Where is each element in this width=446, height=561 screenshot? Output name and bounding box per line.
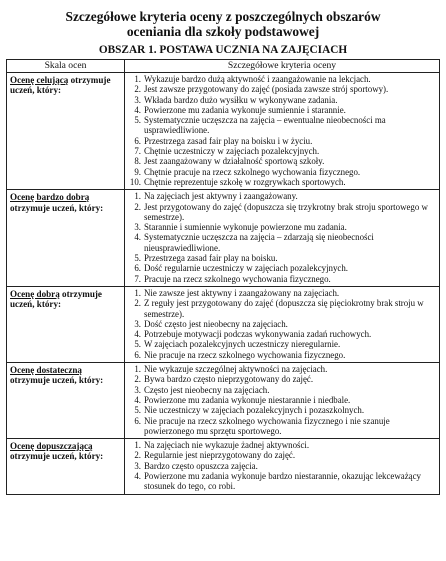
criteria-number: 2. bbox=[134, 84, 141, 95]
criteria-number: 10. bbox=[129, 176, 141, 187]
criteria-text: Przestrzega zasad fair play na boisku i w życiu. bbox=[144, 135, 313, 146]
criteria-number: 7. bbox=[134, 146, 141, 157]
table-row bbox=[7, 73, 440, 190]
criteria-number: 3. bbox=[134, 94, 141, 105]
criteria-item bbox=[128, 364, 436, 374]
criteria-text: Starannie i sumiennie wykonuje powierzone mu zadania. bbox=[144, 222, 347, 233]
criteria-text: Powierzone mu zadania wykonuje bardzo niestarannie, okazując lekceważący stosunek do tego, co robi. bbox=[144, 470, 421, 492]
grade-cell bbox=[7, 439, 125, 494]
section-title: OBSZAR 1. POSTAWA UCZNIA NA ZAJĘCIACH bbox=[98, 44, 348, 56]
criteria-item bbox=[128, 395, 436, 405]
criteria-text: Przestrzega zasad fair play na boisku. bbox=[144, 253, 278, 264]
criteria-text: Chętnie pracuje na rzecz szkolnego wychowania fizycznego. bbox=[144, 166, 361, 177]
title-line-1: Szczegółowe kryteria oceny z poszczególnych obszarów bbox=[65, 9, 381, 24]
criteria-list bbox=[128, 74, 436, 187]
criteria-list bbox=[128, 440, 436, 491]
criteria-text: Na zajęciach jest aktywny i zaangażowany. bbox=[144, 191, 298, 202]
grade-name: Ocenę dostateczną bbox=[10, 365, 82, 376]
criteria-text: Bywa bardzo często nieprzygotowany do zajęć. bbox=[144, 374, 314, 385]
criteria-item bbox=[128, 440, 436, 450]
table-row bbox=[7, 190, 440, 287]
grade-suffix: otrzymuje uczeń, który: bbox=[10, 288, 102, 310]
criteria-text: Nie uczestniczy w zajęciach pozalekcyjnych i pozaszkolnych. bbox=[144, 405, 365, 416]
criteria-item bbox=[128, 191, 436, 201]
criteria-item bbox=[128, 461, 436, 471]
criteria-number: 2. bbox=[134, 374, 141, 385]
criteria-number: 8. bbox=[134, 156, 141, 167]
criteria-number: 2. bbox=[134, 201, 141, 212]
criteria-number: 2. bbox=[134, 450, 141, 461]
criteria-text: Bardzo często opuszcza zajęcia. bbox=[144, 460, 258, 471]
criteria-item bbox=[128, 84, 436, 94]
criteria-text: W zajęciach pozalekcyjnych uczestniczy nieregularnie. bbox=[144, 339, 341, 350]
grade-name: Ocenę celującą bbox=[10, 75, 69, 85]
criteria-text: Jest zaangażowany w działalność sportową szkoły. bbox=[144, 156, 325, 167]
criteria-text: Powierzone mu zadania wykonuje niestarannie i niedbale. bbox=[144, 394, 351, 405]
document-title bbox=[0, 0, 446, 39]
criteria-text: Systematycznie uczęszcza na zajęcia – ewentualne nieobecności ma usprawiedliwione. bbox=[144, 115, 386, 136]
criteria-number: 4. bbox=[134, 329, 141, 340]
criteria-number: 6. bbox=[134, 135, 141, 146]
criteria-text: Chętnie reprezentuje szkołę w rozgrywkach sportowych. bbox=[144, 176, 346, 187]
criteria-number: 3. bbox=[134, 222, 141, 233]
criteria-item bbox=[128, 74, 436, 84]
criteria-number: 5. bbox=[134, 253, 141, 264]
criteria-number: 1. bbox=[134, 191, 141, 202]
criteria-item bbox=[128, 288, 436, 298]
criteria-item bbox=[128, 450, 436, 460]
criteria-table bbox=[6, 59, 440, 495]
criteria-list bbox=[128, 364, 436, 436]
criteria-number: 1. bbox=[134, 440, 141, 451]
grade-cell bbox=[7, 73, 125, 190]
criteria-text: Nie wykazuje szczególnej aktywności na zajęciach. bbox=[144, 364, 328, 375]
criteria-number: 3. bbox=[134, 318, 141, 329]
grade-cell bbox=[7, 190, 125, 287]
criteria-text: Wkłada bardzo dużo wysiłku w wykonywane zadania. bbox=[144, 94, 338, 105]
criteria-item bbox=[128, 385, 436, 395]
criteria-item bbox=[128, 202, 436, 223]
criteria-item bbox=[128, 222, 436, 232]
criteria-item bbox=[128, 319, 436, 329]
column-header-criteria: Szczegółowe kryteria oceny bbox=[125, 60, 440, 73]
criteria-number: 5. bbox=[134, 405, 141, 416]
criteria-text: Potrzebuje motywacji podczas wykonywania zadań ruchowych. bbox=[144, 329, 372, 340]
criteria-number: 6. bbox=[134, 263, 141, 274]
criteria-number: 4. bbox=[134, 470, 141, 481]
criteria-number: 9. bbox=[134, 166, 141, 177]
criteria-text: Jest zawsze przygotowany do zajęć (posiada zawsze strój sportowy). bbox=[144, 84, 389, 95]
criteria-text: Często jest nieobecny na zajęciach. bbox=[144, 384, 270, 395]
table-row bbox=[7, 286, 440, 362]
criteria-cell bbox=[125, 73, 440, 190]
criteria-number: 2. bbox=[134, 298, 141, 309]
criteria-number: 5. bbox=[134, 339, 141, 350]
criteria-number: 4. bbox=[134, 104, 141, 115]
table-row bbox=[7, 363, 440, 439]
grade-cell bbox=[7, 363, 125, 439]
criteria-text: Na zajęciach nie wykazuje żadnej aktywności. bbox=[144, 440, 310, 451]
criteria-text: Regularnie jest nieprzygotowany do zajęć. bbox=[144, 450, 296, 461]
criteria-item bbox=[128, 263, 436, 273]
criteria-item bbox=[128, 274, 436, 284]
criteria-text: Nie zawsze jest aktywny i zaangażowany na zajęciach. bbox=[144, 287, 340, 298]
criteria-item bbox=[128, 374, 436, 384]
criteria-number: 6. bbox=[134, 349, 141, 360]
criteria-text: Powierzone mu zadania wykonuje sumiennie i starannie. bbox=[144, 104, 346, 115]
criteria-item bbox=[128, 136, 436, 146]
criteria-item bbox=[128, 298, 436, 319]
criteria-text: Z reguły jest przygotowany do zajęć (dopuszcza się pięciokrotny brak stroju w semestrze). bbox=[144, 298, 424, 319]
criteria-text: Nie pracuje na rzecz szkolnego wychowania fizycznego. bbox=[144, 349, 346, 360]
grade-name: Ocenę dopuszczającą bbox=[10, 441, 93, 452]
criteria-number: 1. bbox=[134, 364, 141, 375]
criteria-item bbox=[128, 167, 436, 177]
criteria-item bbox=[128, 405, 436, 415]
criteria-item bbox=[128, 95, 436, 105]
column-header-scale: Skala ocen bbox=[7, 60, 125, 73]
criteria-item bbox=[128, 232, 436, 253]
criteria-number: 1. bbox=[134, 287, 141, 298]
criteria-number: 3. bbox=[134, 460, 141, 471]
grade-suffix: otrzymuje uczeń, który: bbox=[10, 75, 111, 96]
criteria-cell bbox=[125, 363, 440, 439]
criteria-item bbox=[128, 105, 436, 115]
grade-suffix: otrzymuje uczeń, który: bbox=[10, 375, 104, 386]
criteria-cell bbox=[125, 190, 440, 287]
title-line-2: oceniania dla szkoły podstawowej bbox=[126, 24, 320, 39]
criteria-text: Chętnie uczestniczy w zajęciach pozalekcyjnych. bbox=[144, 146, 320, 157]
criteria-text: Dość często jest nieobecny na zajęciach. bbox=[144, 318, 288, 329]
criteria-item bbox=[128, 253, 436, 263]
criteria-cell bbox=[125, 439, 440, 494]
criteria-text: Nie pracuje na rzecz szkolnego wychowania fizycznego i nie szanuje powierzonego mu sprzętu sportowego. bbox=[144, 415, 390, 436]
grade-name: Ocenę bardzo dobrą bbox=[10, 192, 90, 203]
criteria-item bbox=[128, 339, 436, 349]
table-header-row bbox=[7, 60, 440, 73]
table-row bbox=[7, 439, 440, 494]
criteria-item bbox=[128, 146, 436, 156]
criteria-number: 4. bbox=[134, 232, 141, 243]
criteria-list bbox=[128, 191, 436, 284]
criteria-number: 5. bbox=[134, 115, 141, 126]
criteria-text: Wykazuje bardzo dużą aktywność i zaangażowanie na lekcjach. bbox=[144, 74, 371, 84]
criteria-number: 1. bbox=[134, 74, 141, 84]
criteria-item bbox=[128, 471, 436, 492]
criteria-item bbox=[128, 156, 436, 166]
criteria-number: 4. bbox=[134, 394, 141, 405]
grade-suffix: otrzymuje uczeń, który: bbox=[10, 451, 104, 462]
table-body bbox=[7, 73, 440, 495]
criteria-number: 7. bbox=[134, 273, 141, 284]
criteria-text: Dość regularnie uczestniczy w zajęciach pozalekcyjnych. bbox=[144, 263, 349, 274]
criteria-item bbox=[128, 177, 436, 187]
criteria-list bbox=[128, 288, 436, 360]
criteria-number: 3. bbox=[134, 384, 141, 395]
criteria-item bbox=[128, 350, 436, 360]
criteria-item bbox=[128, 115, 436, 136]
criteria-cell bbox=[125, 286, 440, 362]
criteria-item bbox=[128, 329, 436, 339]
grade-suffix: otrzymuje uczeń, który: bbox=[10, 202, 104, 213]
criteria-number: 6. bbox=[134, 415, 141, 426]
criteria-text: Systematycznie uczęszcza na zajęcia – zdarzają się nieobecności nieusprawiedliwione. bbox=[144, 232, 374, 253]
grade-name: Ocenę dobrą bbox=[10, 288, 60, 299]
criteria-text: Pracuje na rzecz szkolnego wychowania fizycznego. bbox=[144, 273, 331, 284]
criteria-item bbox=[128, 416, 436, 437]
criteria-text: Jest przygotowany do zajęć (dopuszcza się trzykrotny brak stroju sportowego w semestrze). bbox=[144, 201, 428, 222]
grade-cell bbox=[7, 286, 125, 362]
